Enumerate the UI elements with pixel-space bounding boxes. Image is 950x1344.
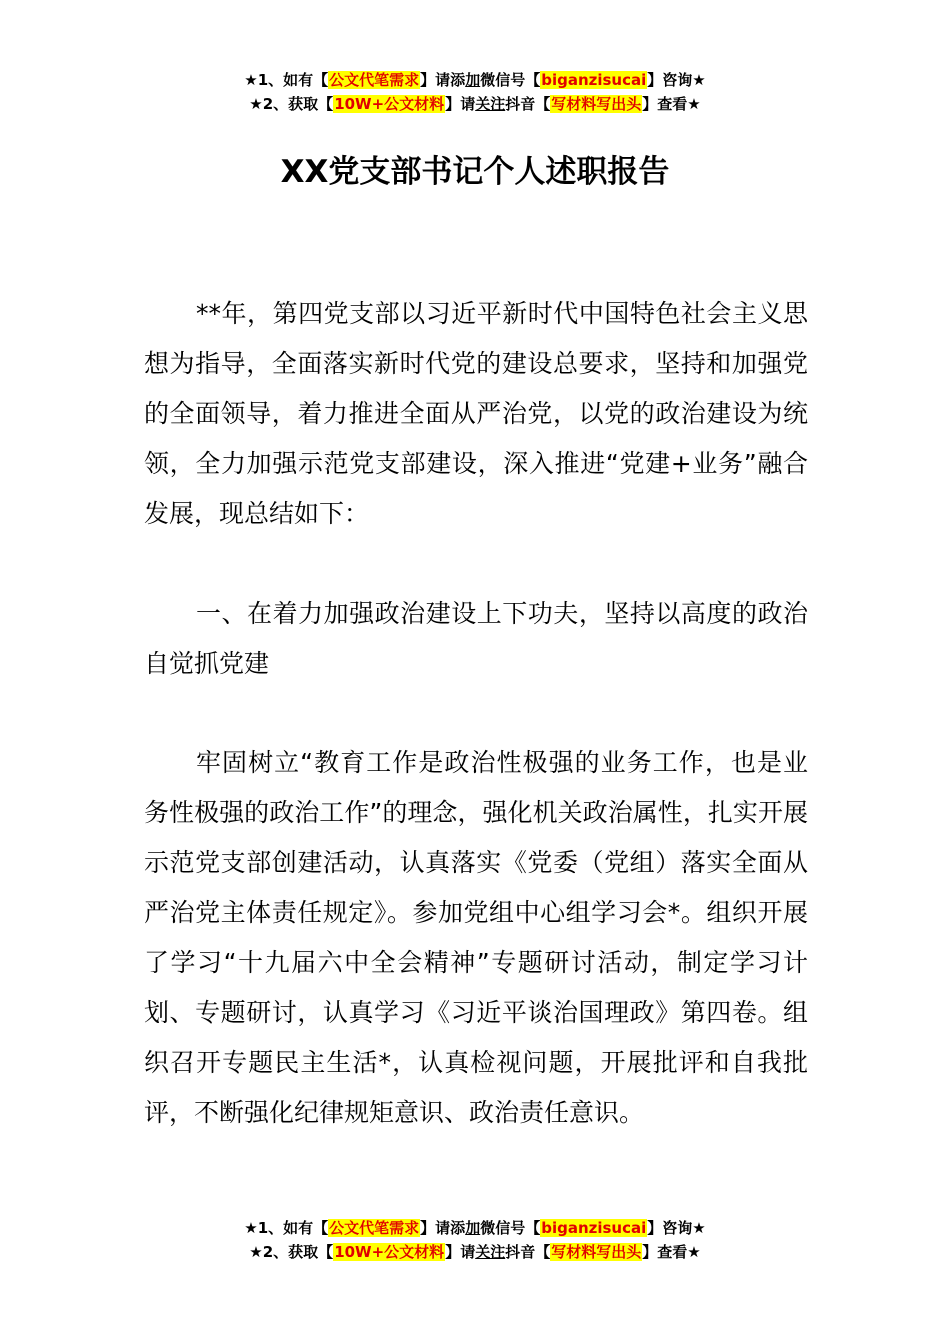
banner-text: 】请添 [420,71,466,89]
underlined-text: 关注 [475,1243,506,1261]
section-heading-1: 一、在着力加强政治建设上下功夫，坚持以高度的政治自觉抓党建 [144,599,808,678]
banner-text: 】查看★ [642,95,701,113]
banner-text: ★1、如有【 [244,71,329,89]
banner-text: 微信号【 [480,71,541,89]
highlight-wechat-id: biganzisucai [541,71,647,89]
banner-line-2 [0,1240,950,1264]
banner-text: 】请 [445,1243,476,1261]
highlight-douyin-id: 写材料写出头 [551,95,642,113]
banner-text: 】请添 [420,1219,466,1237]
banner-line-1 [0,1216,950,1240]
highlight-wechat-id: biganzisucai [541,1219,647,1237]
banner-text: ★1、如有【 [244,1219,329,1237]
banner-text: ★2、获取【 [249,1243,334,1261]
document-title: XX党支部书记个人述职报告 [280,154,670,190]
banner-text: 】查看★ [642,1243,701,1261]
highlight-text: 10W+公文材料 [334,1243,445,1261]
banner-text: 】请 [445,95,476,113]
underlined-text: 加 [465,1219,481,1237]
banner-line-2 [0,92,950,116]
banner-line-1 [0,68,950,92]
highlight-douyin-id: 写材料写出头 [551,1243,642,1261]
banner-text: ★2、获取【 [249,95,334,113]
paragraph-section-1: 牢固树立“教育工作是政治性极强的业务工作，也是业务性极强的政治工作”的理念，强化机关政治属性，扎实开展示范党支部创建活动，认真落实《党委（党组）落实全面从严治党主体责任规定》。参加党组中心组学习会*。组织开展了学习“十九届六中全会精神”专题研讨活动，制定学习计划、专题研讨，认真学习《习近平谈治国理政》第四卷。组织召开专题民主生活*，认真检视问题，开展批评和自我批评，不断强化纪律规矩意识、政治责任意识。 [144,748,808,1127]
banner-text: 抖音【 [505,1243,551,1261]
highlight-text: 公文代笔需求 [329,1219,420,1237]
bottom-banner [0,1216,950,1264]
banner-text: 】咨询★ [647,71,706,89]
underlined-text: 加 [465,71,481,89]
banner-text: 】咨询★ [647,1219,706,1237]
banner-text: 微信号【 [480,1219,541,1237]
banner-text: 抖音【 [505,95,551,113]
top-banner [0,68,950,116]
highlight-text: 10W+公文材料 [334,95,445,113]
highlight-text: 公文代笔需求 [329,71,420,89]
underlined-text: 关注 [475,95,506,113]
paragraph-intro: **年，第四党支部以习近平新时代中国特色社会主义思想为指导，全面落实新时代党的建设总要求，坚持和加强党的全面领导，着力推进全面从严治党，以党的政治建设为统领，全力加强示范党支部建设，深入推进“党建+业务”融合发展，现总结如下： [144,299,808,528]
